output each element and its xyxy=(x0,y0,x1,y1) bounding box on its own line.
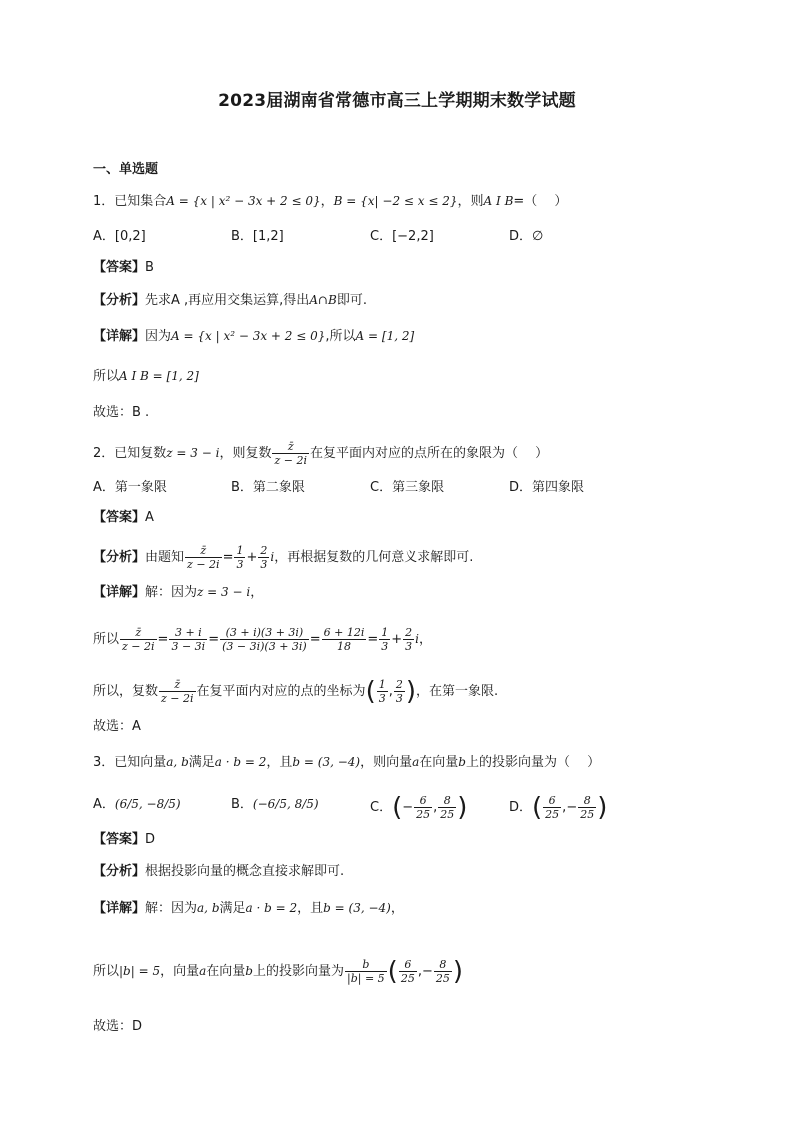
q2-detail: 【详解】解：因为z = 3 − i， xyxy=(93,585,264,600)
q2-choose: 故选：A xyxy=(93,719,141,734)
q2-detail-line3: 所以，复数 $\frac{z̄}{z - 2i}$ 在复平面内对应的点的坐标为( $\frac{1}{3}$ , $\frac{2}{3}$ )，在第一象限. xyxy=(93,676,499,707)
q3-choose: 故选：D xyxy=(93,1019,143,1034)
q2-option-a: A．第一象限 xyxy=(93,480,167,495)
q1-set-a: A = {x | x² − 3x + 2 ≤ 0} xyxy=(166,194,321,208)
q2-detail-line2: 所以 $\frac{z̄}{z - 2i}$ = $\frac{3 + i}{3 - 3i}$ = $\frac{(3 + i)(3 + 3i)}{(3 - 3i)(3 + 3i)}$ = $\frac{6 + 12i}{18}$ = $\frac{1}{3}$ + $\frac{2}{3}$ i， xyxy=(93,626,433,653)
q1-option-a: A．[0,2] xyxy=(93,229,146,244)
q1-option-c: C．[−2,2] xyxy=(370,229,434,244)
q1-answer: 【答案】B xyxy=(93,260,154,275)
q3-option-b: B．(−6/5, 8/5) xyxy=(231,797,319,812)
q2-answer: 【答案】A xyxy=(93,510,154,525)
q3-detail: 【详解】解：因为a, b满足a · b = 2，且b = (3, −4)， xyxy=(93,901,404,916)
q2-option-b: B．第二象限 xyxy=(231,480,305,495)
q1-expr: A I B xyxy=(483,194,514,208)
q2-option-d: D．第四象限 xyxy=(509,480,585,495)
q3-analysis: 【分析】根据投影向量的概念直接求解即可. xyxy=(93,864,345,879)
q1-detail: 【详解】因为A = {x | x² − 3x + 2 ≤ 0},所以A = [1, 2] xyxy=(93,329,415,344)
q3-detail-line2: 所以|b| = 5，向量a在向量b上的投影向量为 $\frac{b}{|b| = 5}$ ( $\frac{6}{25}$ ,− $\frac{8}{25}$ ) xyxy=(93,956,464,987)
q3-option-d: D．( $\frac{6}{25}$ ,− $\frac{8}{25}$ ) xyxy=(509,792,608,823)
q1-detail-line2: 所以A I B = [1, 2] xyxy=(93,369,199,384)
section-heading: 一、单选题 xyxy=(93,162,159,177)
page-title: 2023届湖南省常德市高三上学期期末数学试题 xyxy=(218,91,576,111)
q1-choose: 故选：B . xyxy=(93,405,150,420)
q1-option-b: B．[1,2] xyxy=(231,229,284,244)
q2-fraction: $\frac{z̄}{z - 2i}$ xyxy=(274,440,307,467)
q2-analysis: 【分析】由题知 $\frac{z̄}{z - 2i}$ = $\frac{1}{3}$ + $\frac{2}{3}$ i，再根据复数的几何意义求解即可. xyxy=(93,544,474,571)
q3-option-a: A．(6/5, −8/5) xyxy=(93,797,181,812)
q1-stem: 1．已知集合A = {x | x² − 3x + 2 ≤ 0}，B = {x| −2 ≤ x ≤ 2}，则A I B=（ ） xyxy=(93,194,568,209)
q1-set-b: B = {x| −2 ≤ x ≤ 2} xyxy=(333,194,458,208)
q3-stem: 3．已知向量a, b满足a · b = 2，且b = (3, −4)，则向量a在向量b上的投影向量为（ ） xyxy=(93,755,601,770)
q3-answer: 【答案】D xyxy=(93,832,156,847)
q2-option-c: C．第三象限 xyxy=(370,480,445,495)
q1-option-d: D．∅ xyxy=(509,229,544,244)
q2-stem: 2．已知复数z = 3 − i，则复数 $\frac{z̄}{z - 2i}$ 在复平面内对应的点所在的象限为（ ） xyxy=(93,440,549,467)
q1-analysis: 【分析】先求A ,再应用交集运算,得出A∩B即可. xyxy=(93,293,367,308)
q3-option-c: C．(− $\frac{6}{25}$ , $\frac{8}{25}$ ) xyxy=(370,792,468,823)
